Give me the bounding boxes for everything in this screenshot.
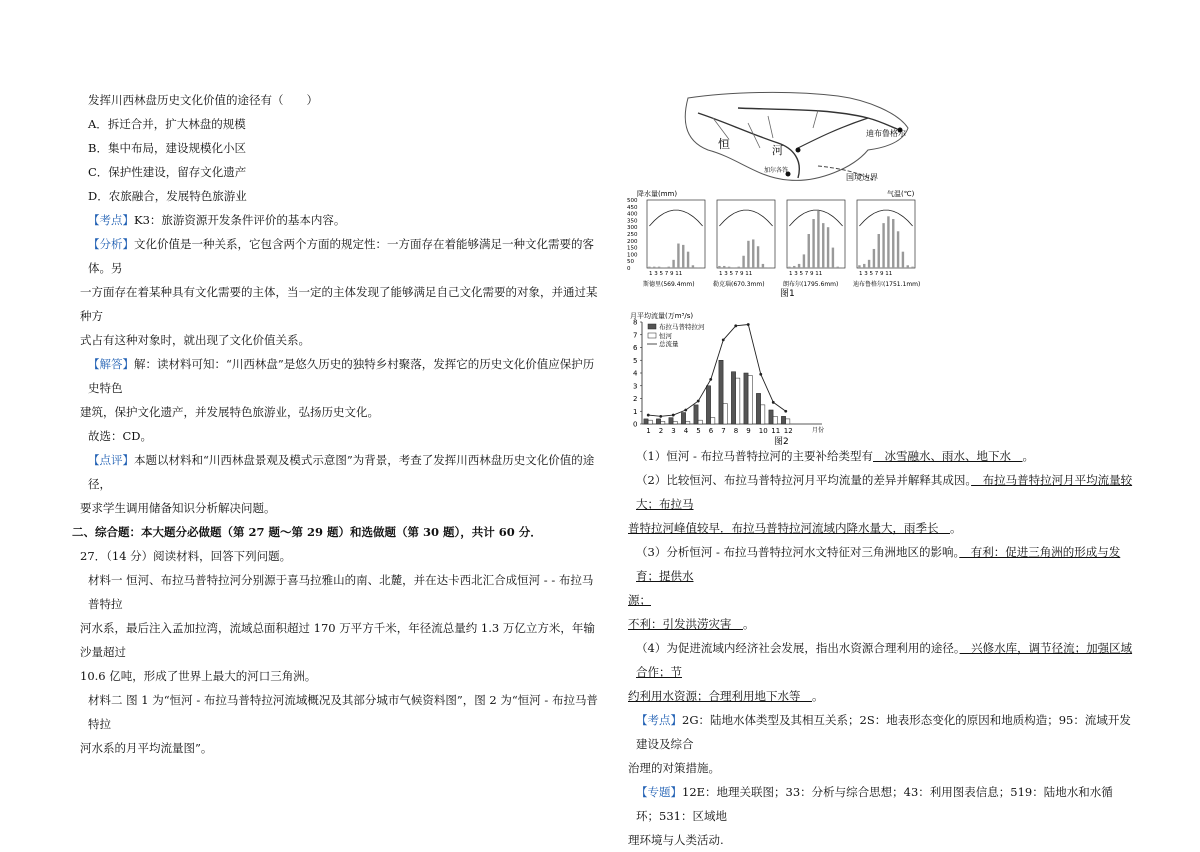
material2-line-1: 材料二 图 1 为“恒河 - 布拉马普特拉河流域概况及其部分城市气候资料图”，图 2 为“恒河 - 布拉马普特拉 — [88, 693, 598, 731]
figure2-caption: 图2 — [774, 437, 789, 445]
flow-ylabel: 月平均流量(万m³/s) — [630, 312, 694, 320]
label-city-right: 迪布鲁格尔 — [866, 129, 906, 138]
month-ticks: 1 3 5 7 9 11 — [859, 271, 893, 277]
month-ticks: 1 3 5 7 9 11 — [649, 271, 683, 277]
flow-xlabel: 月份 — [812, 427, 825, 434]
q3-answer-2: 源； — [628, 593, 651, 607]
climate-ytick-label: 200 — [627, 238, 638, 245]
jieda-tag: 【解答】 — [88, 357, 134, 371]
q3-answer-1: 有利：促进三角洲的形成与发育；提供水 — [636, 545, 1121, 583]
precip-bar — [697, 267, 699, 268]
precip-bar — [793, 266, 795, 268]
q2-answer-2: 普特拉河峰值较早．布拉马普特拉河流域内降水量大，雨季长 — [628, 521, 950, 535]
precip-bar — [648, 267, 650, 268]
answer-choice: 故选：CD。 — [88, 429, 153, 443]
precip-bar — [701, 267, 703, 268]
precip-bar — [907, 265, 909, 268]
q1-answer: 冰雪融水、雨水、地下水 — [873, 449, 1023, 463]
q3-line-1 — [628, 540, 1133, 588]
precip-bar — [873, 249, 875, 268]
flow-xtick-label: 1 — [646, 427, 651, 435]
precip-bar — [863, 264, 865, 268]
precip-bar — [752, 239, 754, 268]
brahmaputra-bar — [769, 410, 773, 424]
zhuanti-text-1: 12E：地理关联图；33：分析与综合思想；43：利用图表信息；519：陆地水和水循环；531：区域地 — [636, 785, 1113, 823]
precip-bar — [742, 256, 744, 268]
left-column — [72, 88, 600, 760]
station-label: 朗布尔(1795.6mm) — [783, 281, 839, 288]
climate-ytick-label: 450 — [627, 204, 638, 211]
flow-xtick-label: 12 — [783, 427, 793, 435]
brahmaputra-bar — [719, 360, 723, 424]
q4-prefix: （4）为促进流域内经济社会发展，指出水资源合理利用的途径。 — [636, 641, 960, 655]
q3-line-3 — [628, 612, 1133, 636]
q2-answer-1: 布拉马普特拉河月平均流量较大；布拉马 — [636, 473, 1133, 511]
climate-panel — [853, 200, 920, 288]
total-flow-point — [734, 324, 737, 327]
zhuanti-line-2: 理环境与人类活动. — [628, 833, 724, 847]
precip-bar — [718, 266, 720, 268]
question-stem: 发挥川西林盘历史文化价值的途径有（ ） — [88, 93, 318, 107]
precip-bar — [672, 260, 674, 268]
material2-line-2: 河水系的月平均流量图”。 — [80, 741, 213, 755]
flow-xtick-label: 2 — [658, 427, 664, 435]
flow-xtick-label: 8 — [733, 427, 739, 435]
brahmaputra-bar — [656, 419, 660, 424]
q2-prefix: （2）比较恒河、布拉马普特拉河月平均流量的差异并解释其成因。 — [636, 473, 972, 487]
jieda-text-1: 解：读材料可知：“川西林盘”是悠久历史的独特乡村聚落，发挥它的历史文化价值应保护历史特色 — [88, 357, 595, 395]
section-title: 二、综合题：本大题分必做题（第 27 题～第 29 题）和选做题（第 30 题），共计 60 分． — [72, 525, 542, 539]
material1-line-3: 10.6 亿吨，形成了世界上最大的河口三角洲。 — [80, 669, 317, 683]
r-kaodian-tag: 【考点】 — [636, 713, 682, 727]
flow-ytick-label: 6 — [633, 344, 638, 352]
total-flow-point — [784, 410, 787, 413]
legend-swatch-ganges — [648, 333, 656, 338]
river-basin-map — [668, 88, 918, 188]
flow-ytick-label: 7 — [633, 331, 638, 340]
climate-ytick-label: 350 — [627, 218, 638, 225]
brahmaputra-bar — [756, 393, 760, 424]
map-svg — [668, 88, 918, 188]
fenxi-tag: 【分析】 — [88, 237, 134, 251]
climate-svg — [625, 188, 935, 298]
flow-xtick-label: 11 — [771, 427, 781, 435]
total-flow-point — [697, 400, 700, 403]
temperature-curve — [719, 210, 772, 226]
kaodian-text: K3：旅游资源开发条件评价的基本内容。 — [134, 213, 346, 227]
ganges-bar — [786, 419, 790, 424]
flow-xtick-label: 4 — [683, 427, 689, 435]
precip-bar — [832, 248, 834, 268]
flow-ytick-label: 2 — [633, 395, 638, 403]
brahmaputra-bar — [744, 373, 748, 424]
precip-bar — [728, 267, 730, 268]
q1-suffix: 。 — [1022, 449, 1035, 463]
precip-bar — [882, 223, 884, 268]
q4-suffix: 。 — [812, 689, 824, 703]
precip-bar — [668, 267, 670, 268]
climate-ytick-label: 0 — [627, 266, 631, 272]
precip-bar — [803, 254, 805, 268]
brahmaputra-bar — [731, 372, 735, 424]
q3-suffix: 。 — [743, 617, 755, 631]
month-ticks: 1 3 5 7 9 11 — [719, 271, 753, 277]
brahmaputra-lower — [798, 118, 868, 148]
precip-bar — [911, 267, 913, 268]
precip-bar — [687, 252, 689, 268]
dianping-text-1: 本题以材料和“川西林盘景观及模式示意图”为背景，考查了发挥川西林盘历史文化价值的途径， — [88, 453, 595, 491]
q2-line-1 — [628, 468, 1133, 516]
total-flow-point — [709, 378, 712, 381]
precip-bar — [682, 245, 684, 268]
total-flow-point — [759, 373, 762, 376]
precip-bar — [897, 231, 899, 268]
ganges-bar — [661, 421, 665, 424]
temperature-curve — [789, 210, 842, 226]
precip-bar — [817, 211, 819, 268]
precip-bar — [858, 265, 860, 268]
ganges-bar — [736, 378, 740, 424]
total-flow-point — [672, 414, 675, 417]
flow-xtick-label: 7 — [721, 427, 726, 435]
ganges-bar — [723, 404, 727, 424]
label-heng: 恒 — [718, 137, 731, 151]
label-border: 国境边界 — [846, 173, 878, 182]
option-b: B．集中布局，建设规模化小区 — [88, 141, 246, 155]
climate-ylabel-right: 气温(℃) — [887, 190, 915, 198]
precip-bar — [788, 267, 790, 268]
climate-ytick-label: 300 — [627, 225, 638, 232]
fenxi-line-2: 一方面存在着某种具有文化需要的主体，当一定的主体发现了能够满足自己文化需要的对象，并通过某种方 — [80, 285, 598, 323]
material1-line-2: 河水系，最后注入孟加拉湾，流域总面积超过 170 万平方千米，年径流总量约 1.3 万亿立方米，年输沙量超过 — [80, 621, 595, 659]
flow-xtick-label: 10 — [758, 427, 768, 435]
flow-svg — [622, 310, 837, 445]
option-c: C．保护性建设，留存文化遗产 — [88, 165, 247, 179]
precip-bar — [827, 227, 829, 268]
precip-bar — [822, 223, 824, 268]
option-a: A．拆迁合并，扩大林盘的规模 — [88, 117, 246, 131]
ganges-bar — [761, 405, 765, 424]
q4-line-2 — [628, 684, 1133, 708]
flow-ytick-label: 3 — [633, 382, 638, 391]
total-flow-point — [747, 323, 750, 326]
precip-bar — [771, 267, 773, 268]
climate-ytick-label: 150 — [627, 245, 638, 252]
flow-ytick-label: 0 — [633, 420, 638, 429]
total-flow-point — [722, 338, 725, 341]
legend-label-total: 总流量 — [659, 340, 679, 348]
precip-bar — [663, 267, 665, 268]
climate-ytick-label: 500 — [627, 198, 638, 204]
climate-panel — [783, 200, 845, 288]
dianping-line-1 — [80, 448, 600, 496]
precip-bar — [892, 219, 894, 268]
q4-line-1 — [628, 636, 1133, 684]
brahmaputra-bar — [669, 418, 673, 424]
precip-bar — [677, 244, 679, 268]
station-label: 斯德里(569.4mm) — [643, 281, 695, 288]
fenxi-text-1: 文化价值是一种关系，它包含两个方面的规定性：一方面存在着能够满足一种文化需要的客体。另 — [88, 237, 594, 275]
climate-ytick-label: 100 — [627, 252, 638, 259]
legend-swatch-brahmaputra — [648, 324, 656, 329]
r-kaodian-line-1 — [628, 708, 1133, 756]
climate-ytick-label: 50 — [627, 259, 634, 266]
flow-xtick-label: 3 — [671, 427, 676, 435]
precip-bar — [658, 267, 660, 268]
temperature-curve — [649, 210, 702, 226]
brahmaputra-bar — [694, 405, 698, 424]
r-kaodian-line-2: 治理的对策措施。 — [628, 761, 720, 775]
fenxi-line-1 — [80, 232, 600, 280]
flow-ytick-label: 1 — [633, 407, 638, 416]
flow-ytick-label: 5 — [633, 356, 638, 365]
climate-panel — [643, 200, 705, 288]
flow-xtick-label: 9 — [746, 427, 751, 435]
precip-bar — [837, 267, 839, 268]
right-column — [628, 444, 1133, 852]
legend-label-ganges: 恒河 — [659, 332, 672, 340]
flow-xtick-label: 6 — [708, 427, 714, 435]
precip-bar — [723, 266, 725, 268]
ganges-bar — [773, 416, 777, 424]
ganges-bar — [748, 376, 752, 424]
precip-bar — [841, 267, 843, 268]
precip-bar — [808, 234, 810, 268]
material1-line-1: 材料一 恒河、布拉马普特拉河分别源于喜马拉雅山的南、北麓，并在达卡西北汇合成恒河 - - 布拉马普特拉 — [88, 573, 594, 611]
ganges-bar — [698, 420, 702, 424]
q1-prefix: （1）恒河 - 布拉马普特拉河的主要补给类型有 — [636, 449, 874, 463]
flow-chart — [622, 310, 837, 445]
q3-line-2 — [628, 588, 1133, 612]
precip-bar — [733, 267, 735, 268]
fenxi-line-3: 式占有这种对象时，就出现了文化价值关系。 — [80, 333, 310, 347]
option-d: D．农旅融合，发展特色旅游业 — [88, 189, 247, 203]
ganges-bar — [711, 418, 715, 424]
precip-bar — [868, 260, 870, 268]
precip-bar — [812, 219, 814, 268]
jieda-line-2: 建筑，保护文化遗产，并发展特色旅游业，弘扬历史文化。 — [80, 405, 379, 419]
precip-bar — [887, 216, 889, 268]
precip-bar — [738, 267, 740, 268]
precip-bar — [653, 267, 655, 268]
q2-line-2 — [628, 516, 1133, 540]
label-city-bottom: 加尔各答 — [764, 167, 789, 174]
flow-ytick-label: 4 — [633, 369, 638, 378]
station-label: 勒克瑙(670.3mm) — [713, 281, 765, 288]
total-flow-point — [772, 401, 775, 404]
ganges-bar — [673, 421, 677, 424]
q27-heading: 27．（14 分）阅读材料，回答下列问题。 — [80, 549, 292, 563]
brahmaputra-bar — [681, 413, 685, 424]
flow-ytick-label: 8 — [633, 318, 638, 327]
climate-ytick-label: 250 — [627, 232, 638, 238]
total-flow-point — [684, 409, 687, 412]
r-kaodian-text-1: 2G：陆地水体类型及其相互关系；2S：地表形态变化的原因和地质构造；95：流域开发建设及综合 — [636, 713, 1131, 751]
zhuanti-line-1 — [628, 780, 1133, 828]
precip-bar — [798, 264, 800, 268]
jieda-line-1 — [80, 352, 600, 400]
city-dot — [796, 148, 801, 153]
total-flow-point — [647, 414, 650, 417]
brahmaputra-river — [738, 108, 900, 130]
climate-ylabel-left: 降水量(mm) — [637, 190, 678, 198]
dianping-line-2: 要求学生调用储备知识分析解决问题。 — [80, 501, 276, 515]
climate-ytick-label: 400 — [627, 211, 638, 218]
station-label: 迪布鲁格尔(1751.1mm) — [853, 281, 921, 288]
precip-bar — [692, 265, 694, 268]
total-flow-point — [659, 415, 662, 418]
kaodian-line — [80, 208, 600, 232]
precip-bar — [747, 241, 749, 268]
climate-panel — [713, 200, 775, 288]
q4-answer-2: 约利用水资源；合理利用地下水等 — [628, 689, 812, 703]
q2-suffix: 。 — [950, 521, 962, 535]
precip-bar — [878, 234, 880, 268]
precip-bar — [902, 252, 904, 268]
legend-label-brahmaputra: 布拉马普特拉河 — [659, 323, 705, 331]
q4-answer-1: 兴修水库，调节径流；加强区域合作；节 — [636, 641, 1133, 679]
zhuanti-tag: 【专题】 — [636, 785, 682, 799]
q3-answer-3: 不利：引发洪涝灾害 — [628, 617, 743, 631]
brahmaputra-bar — [644, 419, 648, 424]
climate-charts — [625, 188, 935, 298]
temperature-curve — [859, 210, 912, 226]
figure1-caption: 图1 — [780, 289, 795, 298]
brahmaputra-bar — [706, 386, 710, 424]
month-ticks: 1 3 5 7 9 11 — [789, 271, 823, 277]
q3-prefix: （3）分析恒河 - 布拉马普特拉河水文特征对三角洲地区的影响。 — [636, 545, 960, 559]
precip-bar — [767, 267, 769, 268]
precip-bar — [757, 246, 759, 268]
q1-line — [628, 444, 1133, 468]
flow-xtick-label: 5 — [696, 427, 701, 435]
precip-bar — [762, 264, 764, 268]
ganges-bar — [648, 420, 652, 424]
label-he: 河 — [772, 144, 783, 157]
kaodian-tag: 【考点】 — [88, 213, 134, 227]
ganges-bar — [686, 421, 690, 424]
brahmaputra-bar — [781, 416, 785, 424]
dianping-tag: 【点评】 — [88, 453, 134, 467]
